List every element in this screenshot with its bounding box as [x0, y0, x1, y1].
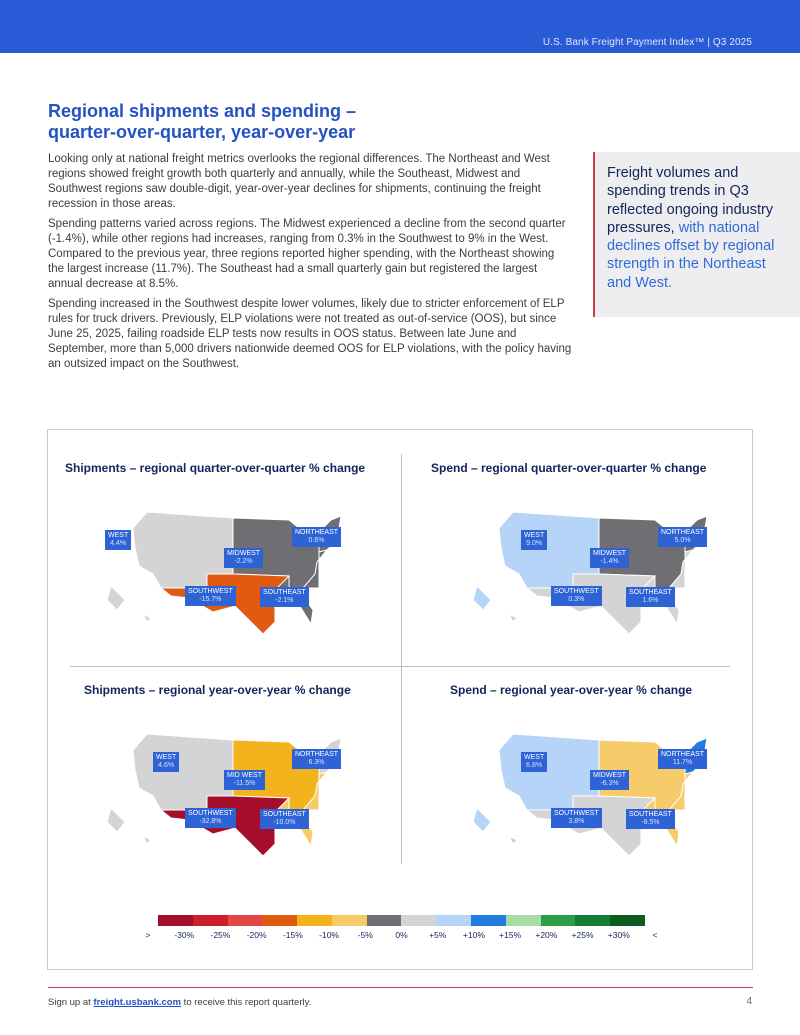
- legend-swatch: [193, 915, 228, 926]
- label-northeast: NORTHEAST 11.7%: [658, 749, 707, 769]
- label-southeast: SOUTHEAST -10.0%: [260, 809, 309, 829]
- label-southwest: SOUTHWEST 0.3%: [551, 586, 602, 606]
- legend-tick: -15%: [282, 930, 303, 940]
- legend-tick: -10%: [319, 930, 339, 940]
- legend-swatch: [471, 915, 506, 926]
- legend-swatch: [401, 915, 436, 926]
- footer-rule: [48, 987, 753, 988]
- legend-tick: +15%: [499, 930, 522, 940]
- legend-tick: -20%: [246, 930, 267, 940]
- map-spend-yoy: [469, 710, 709, 860]
- label-midwest: MIDWEST -2.2%: [224, 548, 263, 568]
- footer-text: Sign up at freight.usbank.com to receive this report quarterly.: [48, 997, 312, 1008]
- map-title-shipments-qoq: Shipments – regional quarter-over-quarter % change: [65, 461, 366, 475]
- label-west: WEST 6.8%: [521, 752, 547, 772]
- us-region-map: [103, 710, 343, 860]
- legend-swatch: [297, 915, 332, 926]
- paragraph: Spending increased in the Southwest despite lower volumes, likely due to stricter enforcement of ELP rules for truck drivers. Previously, ELP violations were not treated as out-of-service (OOS), but since June 25, 2025, failing roadside ELP tests now results in OOS status. Between late June and September, more than 5,000 drivers nationwide deemed OOS for ELP violations, with the policy having an outsized impact on the Southwest.: [48, 298, 572, 370]
- legend-swatch: [262, 915, 297, 926]
- signup-link[interactable]: freight.usbank.com: [93, 997, 182, 1008]
- us-region-map: [103, 488, 343, 638]
- legend-tick: <: [652, 930, 658, 940]
- map-shipments-yoy: [103, 710, 343, 860]
- map-title-shipments-yoy: Shipments – regional year-over-year % change: [84, 683, 351, 697]
- horizontal-divider: [70, 666, 730, 667]
- legend-swatch: [575, 915, 610, 926]
- us-region-map: [469, 710, 709, 860]
- legend-tick: +20%: [535, 930, 558, 940]
- label-midwest: MIDWEST -1.4%: [590, 548, 629, 568]
- label-southwest: SOUTHWEST -15.7%: [185, 586, 236, 606]
- map-spend-qoq: [469, 488, 709, 638]
- us-region-map: [469, 488, 709, 638]
- map-title-spend-yoy: Spend – regional year-over-year % change: [450, 683, 693, 697]
- legend-swatch: [158, 915, 193, 926]
- legend-tick: +30%: [607, 930, 630, 940]
- legend-swatch: [506, 915, 541, 926]
- header-bar: [0, 0, 800, 53]
- legend-tick: +5%: [429, 930, 447, 940]
- body-text: [48, 152, 573, 377]
- pull-quote: Freight volumes and spending trends in Q3 reflected ongoing industry pressures, with national declines offset by regional strength in the Northeast and West.: [593, 152, 800, 317]
- paragraph: Looking only at national freight metrics overlooks the regional differences. The Northeast and West regions showed freight growth both quarterly and annually, while the Southeast, Midwest and Southwest regions saw double-digit, year-over-year declines for shipments, continuing the freight recession in those areas.: [48, 153, 550, 210]
- legend-tick: -30%: [174, 930, 195, 940]
- paragraph: Spending patterns varied across regions. The Midwest experienced a decline from the second quarter (-1.4%), while other regions had increases, ranging from 0.3% in the Southwest to 9% in the West. Compared to the previous year, three regions reported higher spending, with the Northeast showing the largest increase (11.7%). The Southeast had a small quarterly gain but registered the largest annual decrease at 8.5%.: [48, 218, 566, 290]
- label-southwest: SOUTHWEST -32.8%: [185, 808, 236, 828]
- label-southeast: SOUTHEAST -8.5%: [626, 809, 675, 829]
- label-northeast: NORTHEAST 5.0%: [658, 527, 707, 547]
- legend-tick: -25%: [210, 930, 231, 940]
- legend-swatch: [367, 915, 402, 926]
- label-west: WEST 4.6%: [153, 752, 179, 772]
- label-midwest: MIDWEST -6.3%: [590, 770, 629, 790]
- legend-tick: +25%: [571, 930, 594, 940]
- legend-swatch: [610, 915, 645, 926]
- legend-tick: +10%: [462, 930, 485, 940]
- section-title: Regional shipments and spending – quarter-over-quarter, year-over-year: [48, 101, 357, 142]
- legend-swatch: [541, 915, 576, 926]
- label-southeast: SOUTHEAST 1.6%: [626, 587, 675, 607]
- page-number: 4: [746, 996, 752, 1007]
- label-southeast: SOUTHEAST -2.1%: [260, 587, 309, 607]
- report-header: U.S. Bank Freight Payment Index™ | Q3 2025: [542, 37, 752, 48]
- legend-swatch: [332, 915, 367, 926]
- legend-swatch: [436, 915, 471, 926]
- legend-ticks: [145, 930, 658, 942]
- label-southwest: SOUTHWEST 3.8%: [551, 808, 602, 828]
- vertical-divider: [401, 454, 402, 864]
- maps-panel: [47, 429, 753, 970]
- label-west: WEST 4.4%: [105, 530, 131, 550]
- label-midwest: MID WEST -11.5%: [224, 770, 265, 790]
- legend-tick: -5%: [357, 930, 373, 940]
- label-west: WEST 9.0%: [521, 530, 547, 550]
- legend-tick: 0%: [395, 930, 408, 940]
- legend-swatch: [228, 915, 263, 926]
- map-shipments-qoq: [103, 488, 343, 638]
- label-northeast: NORTHEAST 6.3%: [292, 749, 341, 769]
- legend-tick: >: [145, 930, 151, 940]
- label-northeast: NORTHEAST 0.6%: [292, 527, 341, 547]
- color-scale-legend: [158, 915, 645, 926]
- map-title-spend-qoq: Spend – regional quarter-over-quarter % change: [431, 461, 707, 475]
